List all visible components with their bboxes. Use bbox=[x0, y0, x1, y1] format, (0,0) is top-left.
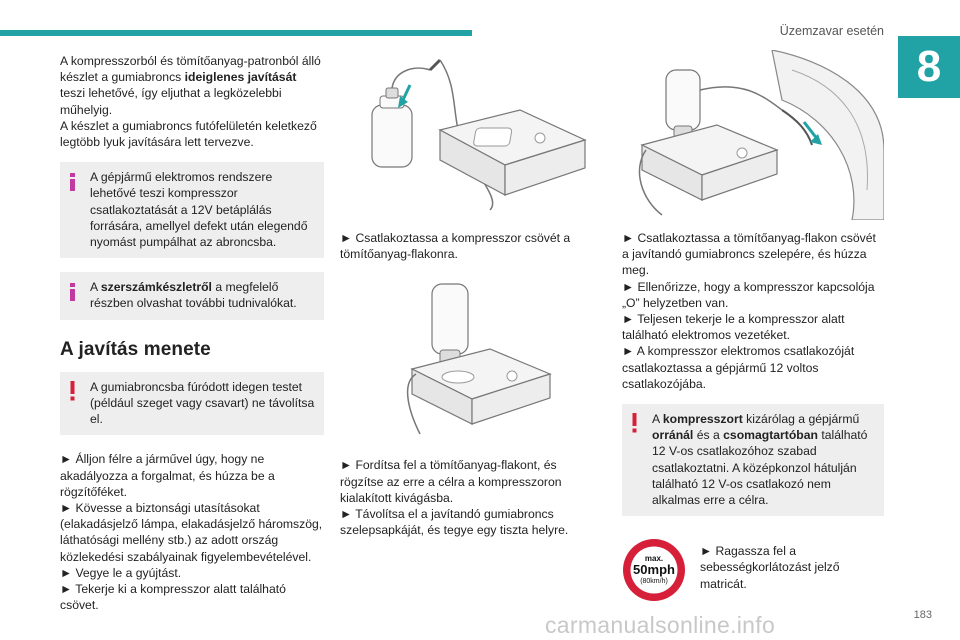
warning-note: A kompresszort kizárólag a gépjármű orránál és a csomagtartóban található 12 V-os csatlakozóhoz szabad csatlakoztatni. A középkonzol hátulján található 12 V-os csatlakozó nem alkalmas erre a célra. bbox=[622, 404, 884, 516]
sticker-top: max. bbox=[644, 554, 664, 564]
column-3 bbox=[622, 50, 884, 602]
intro-paragraph-2: A készlet a gumiabroncs futófelületén keletkező legtöbb lyuk javítására lett tervezve. bbox=[60, 118, 317, 150]
info-icon bbox=[68, 173, 77, 195]
warning-note: A gumiabroncsba fúródott idegen testet (például szeget vagy csavart) ne távolítsa el. bbox=[60, 372, 324, 436]
compressor-hose-illustration bbox=[340, 50, 590, 220]
warning-icon bbox=[630, 413, 639, 437]
bottle-mount-illustration bbox=[340, 274, 590, 449]
warning-icon bbox=[68, 381, 77, 405]
sticker-sub: (80km/h) bbox=[640, 578, 668, 586]
chapter-number: 8 bbox=[898, 36, 960, 98]
section-title: A javítás menete bbox=[60, 338, 211, 360]
intro-paragraph: A kompresszorból és tömítőanyag-patronból álló készlet a gumiabroncs ideiglenes javítását teszi lehetővé, így eljuthat a legközelebbi műhelyig. bbox=[60, 54, 321, 117]
step: ► Csatlakoztassa a kompresszor csövét a tömítőanyag-flakonra. bbox=[340, 231, 571, 262]
info-icon bbox=[68, 283, 77, 305]
step: ► Ellenőrizze, hogy a kompresszor kapcsolója „O” helyzetben van. bbox=[622, 279, 875, 310]
step: ► Ragassza fel a sebességkorlátozást jelző matricát. bbox=[700, 544, 840, 591]
step: ► Álljon félre a járművel úgy, hogy ne akadályozza a forgalmat, és húzza be a rögzítőféket. bbox=[60, 452, 275, 499]
speed-sticker-row bbox=[622, 538, 884, 602]
chapter-title: Üzemzavar esetén bbox=[779, 24, 884, 38]
steps-list bbox=[340, 457, 590, 538]
page-number: 183 bbox=[913, 609, 932, 621]
step: ► Csatlakoztassa a tömítőanyag-flakon csövét a javítandó gumiabroncs szelepére, és húzza meg. bbox=[622, 231, 876, 278]
speed-limit-sticker-icon bbox=[622, 538, 686, 602]
info-note: A gépjármű elektromos rendszere lehetővé teszi kompresszor csatlakoztatását a 12V betáplálás forrására, amellyel defekt után elegendő nyomást pumpálhat az abroncsba. bbox=[60, 162, 324, 258]
step: ► Tekerje ki a kompresszor alatt található csövet. bbox=[60, 582, 286, 613]
column-2 bbox=[340, 50, 590, 538]
step: ► Fordítsa fel a tömítőanyag-flakont, és rögzítse az erre a célra a kompresszoron kialakított kivágásba. bbox=[340, 458, 562, 505]
steps-list bbox=[622, 230, 884, 392]
info-note-2: A szerszámkészletről a megfelelő részben olvashat további tudnivalókat. bbox=[60, 272, 324, 319]
step: ► A kompresszor elektromos csatlakozóját csatlakoztassa a gépjármű 12 voltos csatlakozójába. bbox=[622, 344, 855, 391]
step: ► Távolítsa el a javítandó gumiabroncs szelepsapkáját, és tegye egy tiszta helyre. bbox=[340, 507, 569, 538]
step: ► Teljesen tekerje le a kompresszor alatt található elektromos vezetéket. bbox=[622, 312, 845, 343]
step: ► Kövesse a biztonsági utasításokat (elakadásjelző lámpa, elakadásjelző háromszög, láthatósági mellény stb.) az adott ország közlekedési szabályainak figyelembevételével. bbox=[60, 501, 323, 564]
sticker-main: 50mph bbox=[633, 562, 675, 578]
steps-list bbox=[60, 451, 324, 613]
step: ► Vegye le a gyújtást. bbox=[60, 565, 182, 580]
watermark: carmanualsonline.info bbox=[545, 612, 776, 638]
tyre-valve-illustration bbox=[622, 50, 884, 220]
header-accent-bar bbox=[0, 30, 472, 36]
column-1 bbox=[60, 53, 324, 613]
